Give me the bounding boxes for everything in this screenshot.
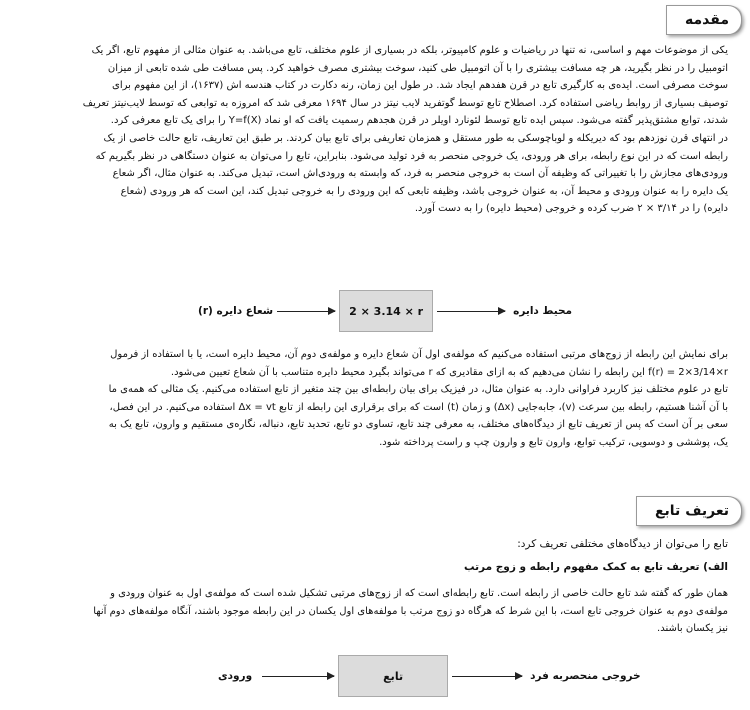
arrow-icon — [277, 311, 335, 312]
section-heading-definition — [636, 497, 742, 525]
text-line: رابطه است که در این نوع رابطه، برای هر ورودی، یک خروجی منحصر به فرد تولید می‌شود. بنابراین، تابع را می‌توان به عنوان دستگاهی در نظر بگیریم که — [95, 150, 728, 162]
text-line: شدند، توابع مشتق‌پذیر گفته می‌شود. سپس ایده تابع توسط لئونارد اویلر در قرن هجدهم رسمیت یافت که او نماد Y=f(X) را برای یک تابع معرفی کرد. — [110, 115, 728, 127]
heading-tab — [666, 5, 742, 35]
intro-paragraph — [22, 42, 728, 218]
arrow-icon — [452, 676, 522, 677]
text-line: در انتهای قرن نوزدهم بود که دیریکله و لوباچوسکی به طور مستقل و همزمان تعاریفی برای تابع بیان کردند. بر طبق این تعاریف، تابع حالت خاصی از یک — [103, 132, 728, 144]
function-machine-diagram — [218, 656, 641, 696]
text-line: برای نمایش این رابطه از زوج‌های مرتبی استفاده می‌کنیم که مولفه‌ی اول آن شعاع دایره و مولفه‌ی دوم آن، محیط دایره است، یا با استفاده از فرمول — [110, 349, 728, 360]
text-line: سوخت مصرفی است. ایده‌ی به کارگیری تابع در قرن هفدهم ایجاد شد. در طول این زمان، رنه دکارت در کتاب هندسه اش (۱۶۳۷)، از این مفهوم برای — [112, 80, 728, 92]
text-line: سعی بر آن است که پس از تعریف تابع از دیدگاه‌های مختلف، به معرفی چند تابع، تساوی دو تابع، تحدید تابع، دنباله، نگاره‌ی مستقیم و وارون، تابع یک به — [108, 419, 728, 431]
text-line: اتومبیل را در نظر بگیرید، هر چه مسافت بیشتری را با آن اتومبیل طی کنید، سوخت بیشتری مصرف خواهید کرد. پس مسافت طی شده تابعی از میزان — [107, 62, 728, 74]
text-line: تابع در علوم مختلف نیز کاربرد فراوانی دارد. به عنوان مثال، در فیزیک برای بیان رابطه‌ای بین چند متغیر از تابع استفاده می‌کنیم. یک مثالی که همه‌ی ما — [108, 384, 728, 396]
definition-intro: تابع را می‌توان از دیدگاه‌های مختلفی تعریف کرد: — [517, 538, 728, 550]
arrow-icon — [437, 311, 505, 312]
text-line: یک، پوششی و دوسویی، ترکیب توابع، وارون تابع و وارون چپ و راست پرداخته شود. — [379, 436, 728, 448]
diagram-input-label: ورودی — [218, 670, 253, 682]
function-box — [339, 290, 433, 332]
heading-title: مقدمه — [685, 12, 729, 28]
text-line: یکی از موضوعات مهم و اساسی، نه تنها در ریاضیات و علوم کامپیوتر، بلکه در بسیاری از علوم مختلف، تابع می‌باشد. به عنوان مثالی از مفهوم تابع، اگر یک — [91, 45, 728, 56]
text-line: مولفه‌ی دوم به عنوان خروجی تابع است، با این شرط که هرگاه دو زوج مرتب با مولفه‌های اول یکسان در این رابطه موجود باشند، آنگاه مولفه‌های دوم آنها — [93, 605, 728, 617]
text-line: ورودی‌های مجازش را با تغییراتی که وظیفه آن است به خروجی منحصر به فرد، که وابسته به ورودی‌اش است، تبدیل می‌کند. به عنوان مثال، اگر شعاع — [112, 168, 728, 180]
circle-function-diagram — [198, 291, 572, 331]
text-line: با آن آشنا هستیم، رابطه بین سرعت (v)، جابه‌جایی (Δx) و زمان (t) است که برای برقراری این رابطه از تابع Δx = vt استفاده می‌کنیم. در این فصل، — [109, 401, 728, 413]
text-line: f(r) = 2×3/14×r این رابطه را نشان می‌دهیم که به ازای مقادیری که r می‌تواند بگیرد محیط دایره متناسب با آن شعاع تعیین می‌شود. — [170, 366, 728, 378]
text-line: توصیف بسیاری از روابط ریاضی استفاده کرد. اصطلاح تابع توسط گوتفرید لایب نیتز در سال ۱۶۹۴ معرفی شد که امروزه به توابعی که توسط لایب‌نیتز تعریف — [82, 97, 728, 109]
arrow-icon — [262, 676, 334, 677]
section-heading-introduction — [666, 6, 742, 34]
diagram-input-label: شعاع دایره (r) — [198, 305, 274, 317]
heading-title: تعریف تابع — [654, 503, 729, 519]
text-line: نیز یکسان باشند. — [657, 623, 728, 635]
text-line: همان طور که گفته شد تابع حالت خاصی از رابطه است. تابع رابطه‌ای است که از زوج‌های مرتبی تشکیل شده است که مولفه‌ی اول به عنوان ورودی و — [110, 588, 728, 599]
function-box — [338, 655, 448, 697]
function-box-label: 2 × 3.14 × r — [349, 304, 424, 318]
text-line: یک دایره را به عنوان ورودی و محیط آن، به عنوان خروجی باشد، وظیفه تابعی که این ورودی را به خروجی تبدیل کند، این است که هر ورودی (شعاع — [120, 185, 728, 197]
heading-tab — [636, 496, 742, 526]
relation-paragraph — [22, 346, 728, 452]
function-box-label: تابع — [383, 669, 404, 683]
diagram-output-label: محیط دایره — [513, 305, 573, 317]
subheading-relation: الف) تعریف تابع به کمک مفهوم رابطه و زوج مرتب — [463, 561, 728, 573]
definition-paragraph — [22, 585, 728, 638]
text-line: دایره) را در ۳/۱۴ × ۲ ضرب کرده و خروجی (محیط دایره) را به دست آورد. — [414, 203, 728, 215]
diagram-output-label: خروجی منحصربه فرد — [530, 670, 641, 682]
